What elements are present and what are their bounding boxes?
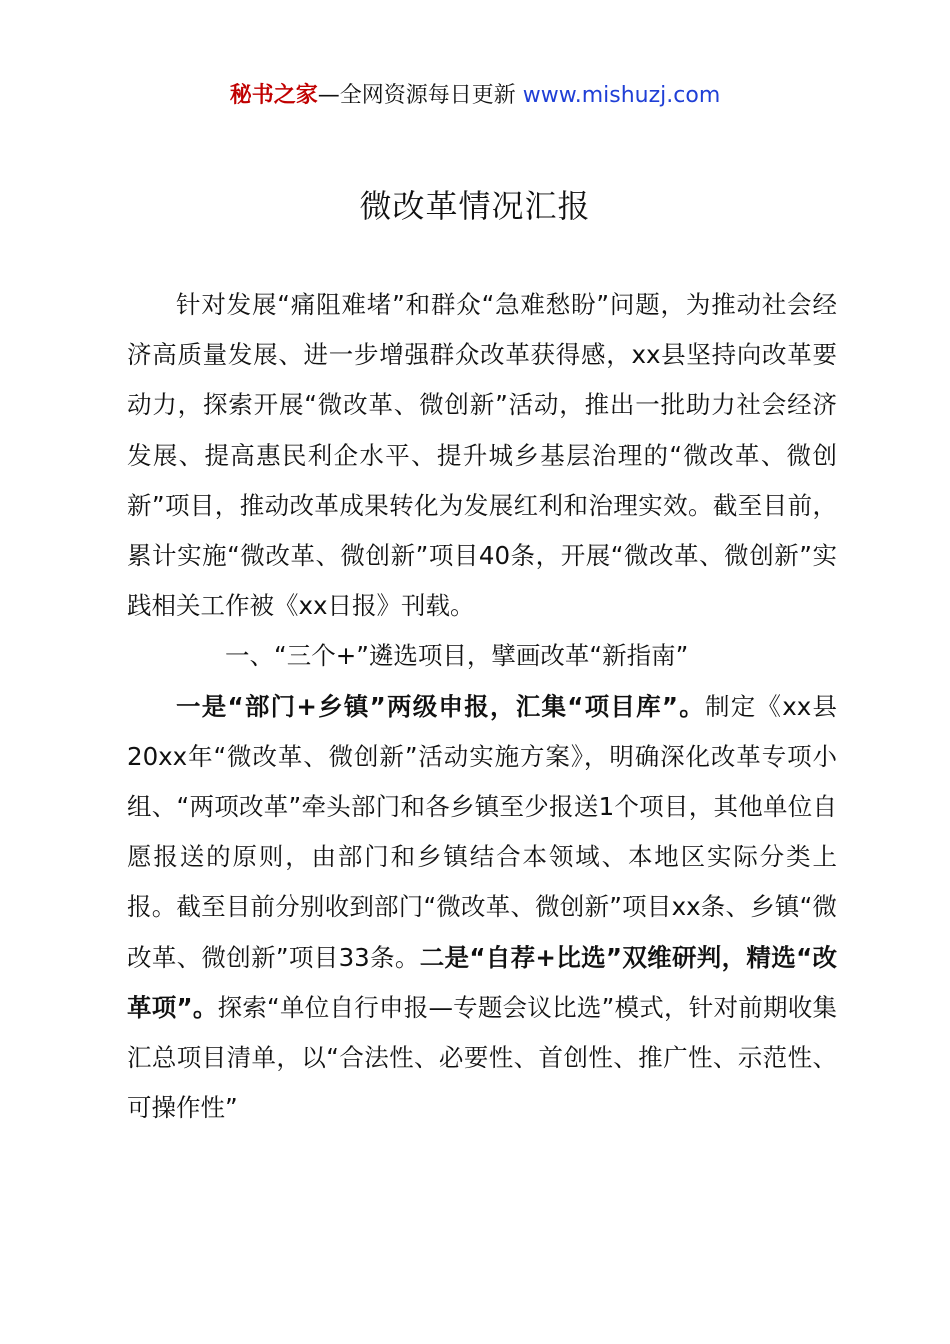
- site-header: [0, 82, 950, 110]
- point-one-text: 制定《xx县20xx年“微改革、微创新”活动实施方案》，明确深化改革专项小组、“两项改革”牵头部门和各乡镇至少报送1个项目，其他单位自愿报送的原则，由部门和乡镇结合本领域、本地区实际分类上报。截至目前分别收到部门“微改革、微创新”项目xx条、乡镇“微改革、微创新”项目33条。: [127, 691, 838, 972]
- document-body: [127, 280, 837, 1133]
- site-url-link[interactable]: www.mishuzj.com: [522, 83, 721, 108]
- intro-paragraph: 针对发展“痛阻难堵”和群众“急难愁盼”问题，为推动社会经济高质量发展、进一步增强群众改革获得感，xx县坚持向改革要动力，探索开展“微改革、微创新”活动，推出一批助力社会经济发展、提高惠民利企水平、提升城乡基层治理的“微改革、微创新”项目，推动改革成果转化为发展红利和治理实效。截至目前，累计实施“微改革、微创新”项目40条，开展“微改革、微创新”实践相关工作被《xx日报》刊载。: [127, 290, 837, 621]
- section-heading: [127, 631, 837, 681]
- brand-name: 秘书之家: [229, 83, 318, 108]
- header-tagline: —全网资源每日更新: [317, 83, 523, 108]
- body-paragraph: [127, 682, 837, 1134]
- point-two-text: 探索“单位自行申报—专题会议比选”模式，针对前期收集汇总项目清单，以“合法性、必要性、首创性、推广性、示范性、可操作性”: [127, 992, 837, 1123]
- document-title: 微改革情况汇报: [359, 187, 591, 225]
- point-one-heading: 一是“部门+乡镇”两级申报，汇集“项目库”。: [176, 691, 705, 721]
- point-two-heading: 二是“自荐+比选”双维研判，精选“改革项”。: [127, 942, 837, 1022]
- section-heading-text: 一、“三个+”遴选项目，擘画改革“新指南”: [225, 641, 689, 671]
